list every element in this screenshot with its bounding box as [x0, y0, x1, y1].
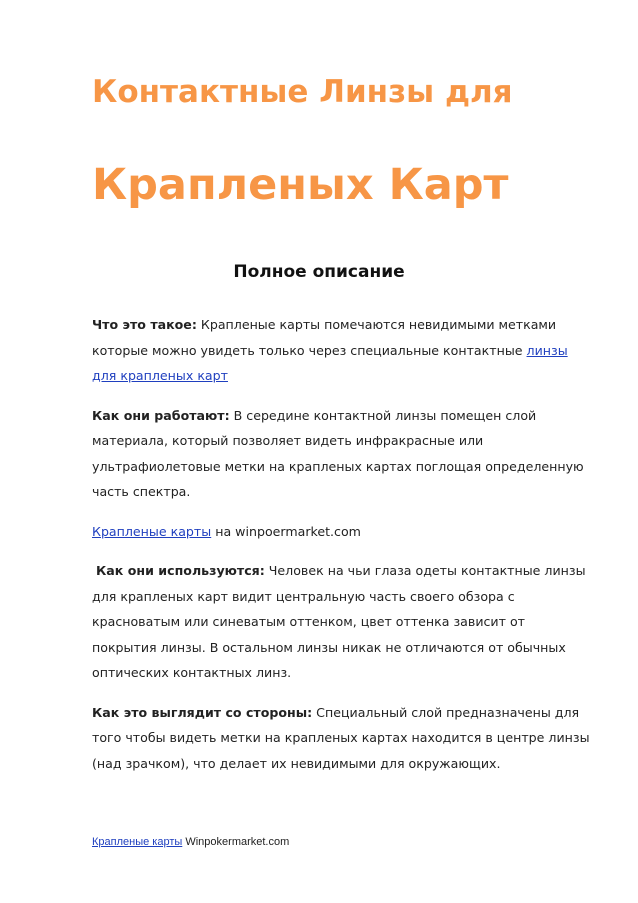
marked-cards-link[interactable]: Крапленые карты [92, 523, 212, 539]
footer-link[interactable]: Крапленые карты [92, 836, 183, 848]
lenses-link[interactable]: линзы для крапленых карт [92, 342, 568, 383]
paragraph-how-work-text: В середине контактной линзы помещен слой материала, который позволяет видеть инфракрасные или ультрафиолетовые метки на крапленых картах поглощая определенную часть спектра. [92, 407, 584, 499]
title-line-2: Крапленых Карт [92, 160, 509, 210]
paragraph-looks [92, 700, 592, 777]
paragraph-what-text: Крапленые карты помечаются невидимыми метками которые можно увидеть только через специальные контактные [92, 317, 557, 358]
paragraph-looks-text: Специальный слой предназначены для того чтобы видеть метки на крапленых картах находится в центре линзы (над зрачком), что делает их невидимыми для окружающих. [92, 704, 590, 771]
footer-text: Winpokermarket.com [185, 836, 290, 848]
subtitle: Полное описание [233, 262, 405, 282]
paragraph-promo-text: на winpoermarket.com [211, 523, 361, 539]
paragraph-promo [92, 519, 592, 545]
title-line-1: Контактные Линзы для [92, 74, 513, 110]
paragraph-how-used-text: Человек на чьи глаза одеты контактные линзы для крапленых карт видит центральную часть своего обзора с красноватым или синеватым оттенком, цвет оттенка зависит от покрытия линзы. В остальном линзы никак не отличаются от обычных оптических контактных линз. [92, 563, 586, 680]
paragraph-how-used [92, 558, 592, 686]
paragraph-looks-label: Как это выглядит со стороны: [92, 704, 313, 720]
paragraph-how-work-label: Как они работают: [92, 407, 230, 423]
paragraph-how-used-label: Как они используются: [96, 563, 265, 578]
paragraph-how-work [92, 403, 592, 505]
paragraph-what-label: Что это такое: [92, 317, 197, 332]
footer [92, 836, 289, 848]
document-body [92, 312, 592, 790]
paragraph-what [92, 312, 592, 389]
